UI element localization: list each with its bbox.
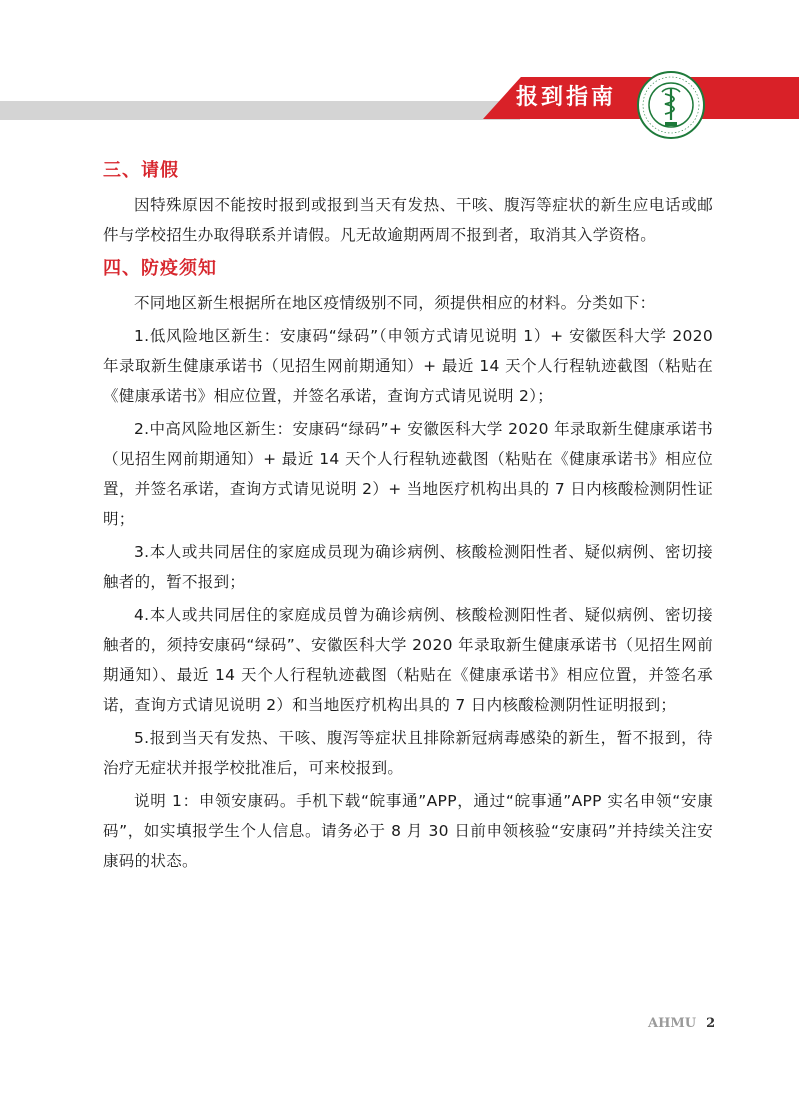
document-body xyxy=(103,154,713,876)
epidemic-item-3: 3.本人或共同居住的家庭成员现为确诊病例、核酸检测阳性者、疑似病例、密切接触者的，暂不报到； xyxy=(103,543,713,591)
leave-paragraph: 因特殊原因不能按时报到或报到当天有发热、干咳、腹泻等症状的新生应电话或邮件与学校招生办取得联系并请假。凡无故逾期两周不报到者，取消其入学资格。 xyxy=(103,196,713,244)
epidemic-intro: 不同地区新生根据所在地区疫情级别不同，须提供相应的材料。分类如下： xyxy=(134,294,656,312)
epidemic-item-5: 5.报到当天有发热、干咳、腹泻等症状且排除新冠病毒感染的新生，暂不报到，待治疗无症状并报学校批准后，可来校报到。 xyxy=(103,729,713,777)
page-number: 2 xyxy=(706,1016,716,1031)
epidemic-item-4: 4.本人或共同居住的家庭成员曾为确诊病例、核酸检测阳性者、疑似病例、密切接触者的，须持安康码“绿码”、安徽医科大学 2020 年录取新生健康承诺书（见招生网前期通知）、最近 14 天个人行程轨迹截图（粘贴在《健康承诺书》相应位置，并签名承诺，查询方式请见说明 2）和当地医疗机构出具的 7 日内核酸检测阴性证明报到； xyxy=(103,606,713,714)
university-emblem-icon xyxy=(636,70,706,140)
epidemic-item-2: 2.中高风险地区新生：安康码“绿码”+ 安徽医科大学 2020 年录取新生健康承诺书（见招生网前期通知）+ 最近 14 天个人行程轨迹截图（粘贴在《健康承诺书》相应位置，并签名承诺，查询方式请见说明 2）+ 当地医疗机构出具的 7 日内核酸检测阴性证明； xyxy=(103,420,713,528)
epidemic-item-1: 1.低风险地区新生：安康码“绿码”（申领方式请见说明 1）+ 安徽医科大学 2020 年录取新生健康承诺书（见招生网前期通知）+ 最近 14 天个人行程轨迹截图（粘贴在《健康承诺书》相应位置，并签名承诺，查询方式请见说明 2）； xyxy=(103,327,713,405)
page-footer xyxy=(648,1012,715,1036)
footer-brand: AHMU xyxy=(648,1016,697,1031)
header-gray-stripe xyxy=(0,101,520,120)
note-1-paragraph: 说明 1：申领安康码。手机下载“皖事通”APP，通过“皖事通”APP 实名申领“安康码”，如实填报学生个人信息。请务必于 8 月 30 日前申领核验“安康码”并持续关注安康码的状态。 xyxy=(103,792,713,870)
section-title-epidemic: 四、防疫须知 xyxy=(103,258,217,279)
banner-title: 报到指南 xyxy=(516,85,617,110)
section-title-leave: 三、请假 xyxy=(103,160,179,181)
